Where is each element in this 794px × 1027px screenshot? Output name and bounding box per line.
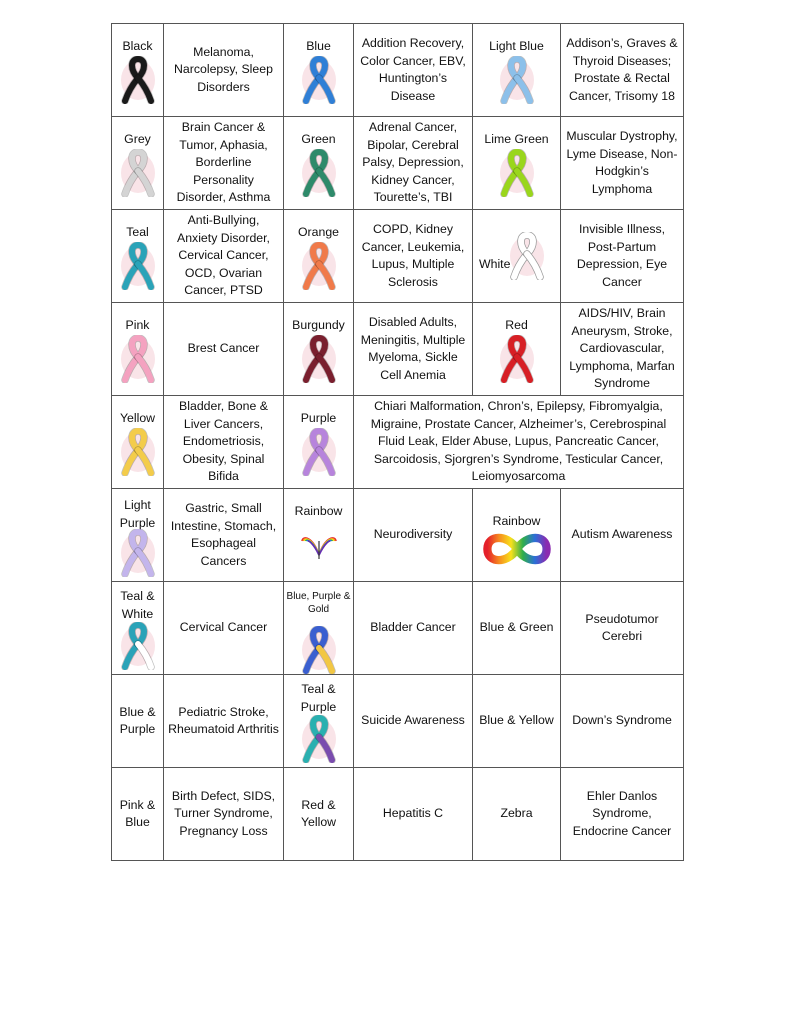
ribbon-causes: Bladder, Bone & Liver Cancers, Endometriosis, Obesity, Spinal Bifida xyxy=(179,399,268,484)
purple-ribbon-icon xyxy=(299,428,339,476)
ribbon-cause-cell xyxy=(354,582,473,675)
ribbon-name-cell-yellow xyxy=(112,396,164,489)
ribbon-causes: Down’s Syndrome xyxy=(572,713,672,728)
ribbon-cause-cell xyxy=(354,303,473,396)
table-row xyxy=(112,210,684,303)
ribbon-cause-cell xyxy=(354,489,473,582)
ribbon-cause-cell xyxy=(561,489,684,582)
ribbon-name: Red xyxy=(505,318,528,332)
ribbon-name: Rainbow xyxy=(492,514,541,528)
ribbon-name-cell-teal xyxy=(112,210,164,303)
ribbon-name-cell-pink-and-blue xyxy=(112,768,164,861)
ribbon-cause-cell xyxy=(164,303,284,396)
ribbon-name: Teal xyxy=(126,225,149,239)
table-row xyxy=(112,303,684,396)
ribbon-cause-cell xyxy=(164,489,284,582)
ribbon-cause-cell xyxy=(164,768,284,861)
table-row xyxy=(112,24,684,117)
ribbon-name: Black xyxy=(122,39,153,53)
ribbon-name-cell-purple xyxy=(284,396,354,489)
ribbon-name: Grey xyxy=(124,132,151,146)
ribbon-cause-cell xyxy=(354,24,473,117)
ribbon-name-cell-light-blue xyxy=(473,24,561,117)
ribbon-name: Light Blue xyxy=(489,39,544,53)
ribbon-causes: Autism Awareness xyxy=(571,527,673,542)
ribbon-causes: Pediatric Stroke, Rheumatoid Arthritis xyxy=(168,704,279,736)
ribbon-name-cell-blue-purple-and-gold xyxy=(284,582,354,675)
ribbon-name: Pink & Blue xyxy=(119,797,156,829)
ribbon-causes: Ehler Danlos Syndrome, Endocrine Cancer xyxy=(572,788,672,838)
ribbon-name: Light Purple xyxy=(119,498,156,530)
table-row xyxy=(112,396,684,489)
burgundy-ribbon-icon xyxy=(299,335,339,383)
blue-ribbon-icon xyxy=(299,56,339,104)
ribbon-causes: Pseudotumor Cerebri xyxy=(585,611,659,643)
teal-white-ribbon-icon xyxy=(118,622,158,670)
ribbon-cause-cell xyxy=(561,675,684,768)
ribbon-causes: AIDS/HIV, Brain Aneurysm, Stroke, Cardiovascular, Lymphoma, Marfan Syndrome xyxy=(569,306,675,391)
ribbon-cause-cell xyxy=(164,582,284,675)
lime-green-ribbon-icon xyxy=(497,149,537,197)
ribbon-name: Lime Green xyxy=(484,132,549,146)
ribbon-name: Teal & Purple xyxy=(300,682,337,714)
ribbon-name-cell-grey xyxy=(112,117,164,210)
ribbon-name-cell-teal-and-purple xyxy=(284,675,354,768)
ribbon-name: Orange xyxy=(297,225,340,239)
ribbon-causes: COPD, Kidney Cancer, Leukemia, Lupus, Multiple Sclerosis xyxy=(361,222,465,289)
ribbon-cause-cell xyxy=(561,768,684,861)
ribbon-name-cell-orange xyxy=(284,210,354,303)
ribbon-name-cell-blue-and-purple xyxy=(112,675,164,768)
rainbow-infinity-icon xyxy=(480,527,554,571)
ribbon-name-cell-light-purple xyxy=(112,489,164,582)
orange-ribbon-icon xyxy=(299,242,339,290)
ribbon-name-cell-blue-and-green xyxy=(473,582,561,675)
ribbon-cause-cell xyxy=(561,210,684,303)
ribbon-cause-cell xyxy=(354,675,473,768)
ribbon-color-table xyxy=(111,23,684,861)
table-row xyxy=(112,489,684,582)
ribbon-name-cell-zebra xyxy=(473,768,561,861)
ribbon-name-cell-white xyxy=(473,210,561,303)
ribbon-causes: Neurodiversity xyxy=(373,527,453,542)
red-ribbon-icon xyxy=(497,335,537,383)
table-row xyxy=(112,768,684,861)
ribbon-name: Blue & Green xyxy=(479,620,554,635)
black-ribbon-icon xyxy=(118,56,158,104)
ribbon-causes: Adrenal Cancer, Bipolar, Cerebral Palsy, Depression, Kidney Cancer, Tourette’s, TBI xyxy=(362,120,464,205)
ribbon-name: Burgundy xyxy=(292,318,345,332)
pink-ribbon-icon xyxy=(118,335,158,383)
ribbon-causes: Gastric, Small Intestine, Stomach, Esophageal Cancers xyxy=(170,501,277,568)
ribbon-cause-cell xyxy=(164,675,284,768)
ribbon-name-cell-lime-green xyxy=(473,117,561,210)
ribbon-name-cell-rainbow xyxy=(284,489,354,582)
ribbon-name: Zebra xyxy=(500,806,533,821)
ribbon-cause-cell xyxy=(354,396,684,489)
ribbon-cause-cell xyxy=(164,210,284,303)
table-row xyxy=(112,675,684,768)
ribbon-causes: Suicide Awareness xyxy=(361,713,465,728)
ribbon-cause-cell xyxy=(561,582,684,675)
ribbon-causes: Bladder Cancer xyxy=(370,620,456,635)
ribbon-name-cell-green xyxy=(284,117,354,210)
ribbon-name: Red & Yellow xyxy=(300,797,337,829)
table-row xyxy=(112,582,684,675)
ribbon-name: Blue xyxy=(306,39,331,53)
ribbon-causes: Brest Cancer xyxy=(187,341,260,356)
ribbon-causes: Addition Recovery, Color Cancer, EBV, Huntington’s Disease xyxy=(360,36,466,103)
ribbon-causes: Melanoma, Narcolepsy, Sleep Disorders xyxy=(174,44,273,94)
ribbon-name: Blue, Purple & Gold xyxy=(286,591,351,615)
ribbon-name-cell-red xyxy=(473,303,561,396)
blue-purple-gold-ribbon-icon xyxy=(299,626,339,674)
ribbon-causes: Disabled Adults, Meningitis, Multiple Myeloma, Sickle Cell Anemia xyxy=(360,315,466,382)
ribbon-causes: Invisible Illness, Post-Partum Depression, Eye Cancer xyxy=(576,222,668,289)
light-purple-ribbon-icon xyxy=(118,529,158,577)
green-ribbon-icon xyxy=(299,149,339,197)
ribbon-name-cell-black xyxy=(112,24,164,117)
ribbon-name: Teal & White xyxy=(120,589,155,621)
ribbon-cause-cell xyxy=(354,768,473,861)
ribbon-name: Rainbow xyxy=(294,504,343,518)
ribbon-causes: Birth Defect, SIDS, Turner Syndrome, Pregnancy Loss xyxy=(171,788,276,838)
ribbon-name: Yellow xyxy=(119,411,156,425)
grey-ribbon-icon xyxy=(118,149,158,197)
teal-purple-ribbon-icon xyxy=(299,715,339,763)
rainbow-butterfly-icon xyxy=(299,533,339,563)
ribbon-name: Pink xyxy=(125,318,150,332)
ribbon-cause-cell xyxy=(354,210,473,303)
ribbon-cause-cell xyxy=(164,117,284,210)
ribbon-name-cell-blue xyxy=(284,24,354,117)
ribbon-cause-cell xyxy=(561,117,684,210)
teal-ribbon-icon xyxy=(118,242,158,290)
white-ribbon-icon xyxy=(507,232,547,280)
table-row xyxy=(112,117,684,210)
ribbon-causes: Chiari Malformation, Chron’s, Epilepsy, Fibromyalgia, Migraine, Prostate Cancer, Alzheimer’s, Cerebrospinal Fluid Leak, Elder Abuse, Lupus, Pancreatic Cancer, Sarcoidosis, Sjorgren’s Syndrome, Testicular Cancer, Leiomyosarcoma xyxy=(370,399,667,484)
ribbon-cause-cell xyxy=(164,396,284,489)
ribbon-name: Blue & Yellow xyxy=(479,713,554,728)
ribbon-cause-cell xyxy=(561,303,684,396)
ribbon-name: Green xyxy=(301,132,336,146)
ribbon-name-cell-rainbow xyxy=(473,489,561,582)
ribbon-causes: Cervical Cancer xyxy=(179,620,268,635)
light-blue-ribbon-icon xyxy=(497,56,537,104)
ribbon-cause-cell xyxy=(561,24,684,117)
ribbon-name: Blue & Purple xyxy=(119,704,156,736)
ribbon-name-cell-red-and-yellow xyxy=(284,768,354,861)
yellow-ribbon-icon xyxy=(118,428,158,476)
ribbon-name-cell-teal-and-white xyxy=(112,582,164,675)
ribbon-causes: Muscular Dystrophy, Lyme Disease, Non-Hodgkin’s Lymphoma xyxy=(566,129,678,196)
ribbon-name: Purple xyxy=(300,411,337,425)
ribbon-causes: Brain Cancer & Tumor, Aphasia, Borderline Personality Disorder, Asthma xyxy=(176,120,271,205)
ribbon-causes: Hepatitis C xyxy=(382,806,444,821)
ribbon-name-cell-burgundy xyxy=(284,303,354,396)
ribbon-name-cell-pink xyxy=(112,303,164,396)
ribbon-name: White xyxy=(479,257,511,271)
ribbon-causes: Anti-Bullying, Anxiety Disorder, Cervical Cancer, OCD, Ovarian Cancer, PTSD xyxy=(177,213,270,298)
ribbon-cause-cell xyxy=(354,117,473,210)
ribbon-cause-cell xyxy=(164,24,284,117)
ribbon-name-cell-blue-and-yellow xyxy=(473,675,561,768)
ribbon-causes: Addison’s, Graves & Thyroid Diseases; Prostate & Rectal Cancer, Trisomy 18 xyxy=(566,36,678,103)
